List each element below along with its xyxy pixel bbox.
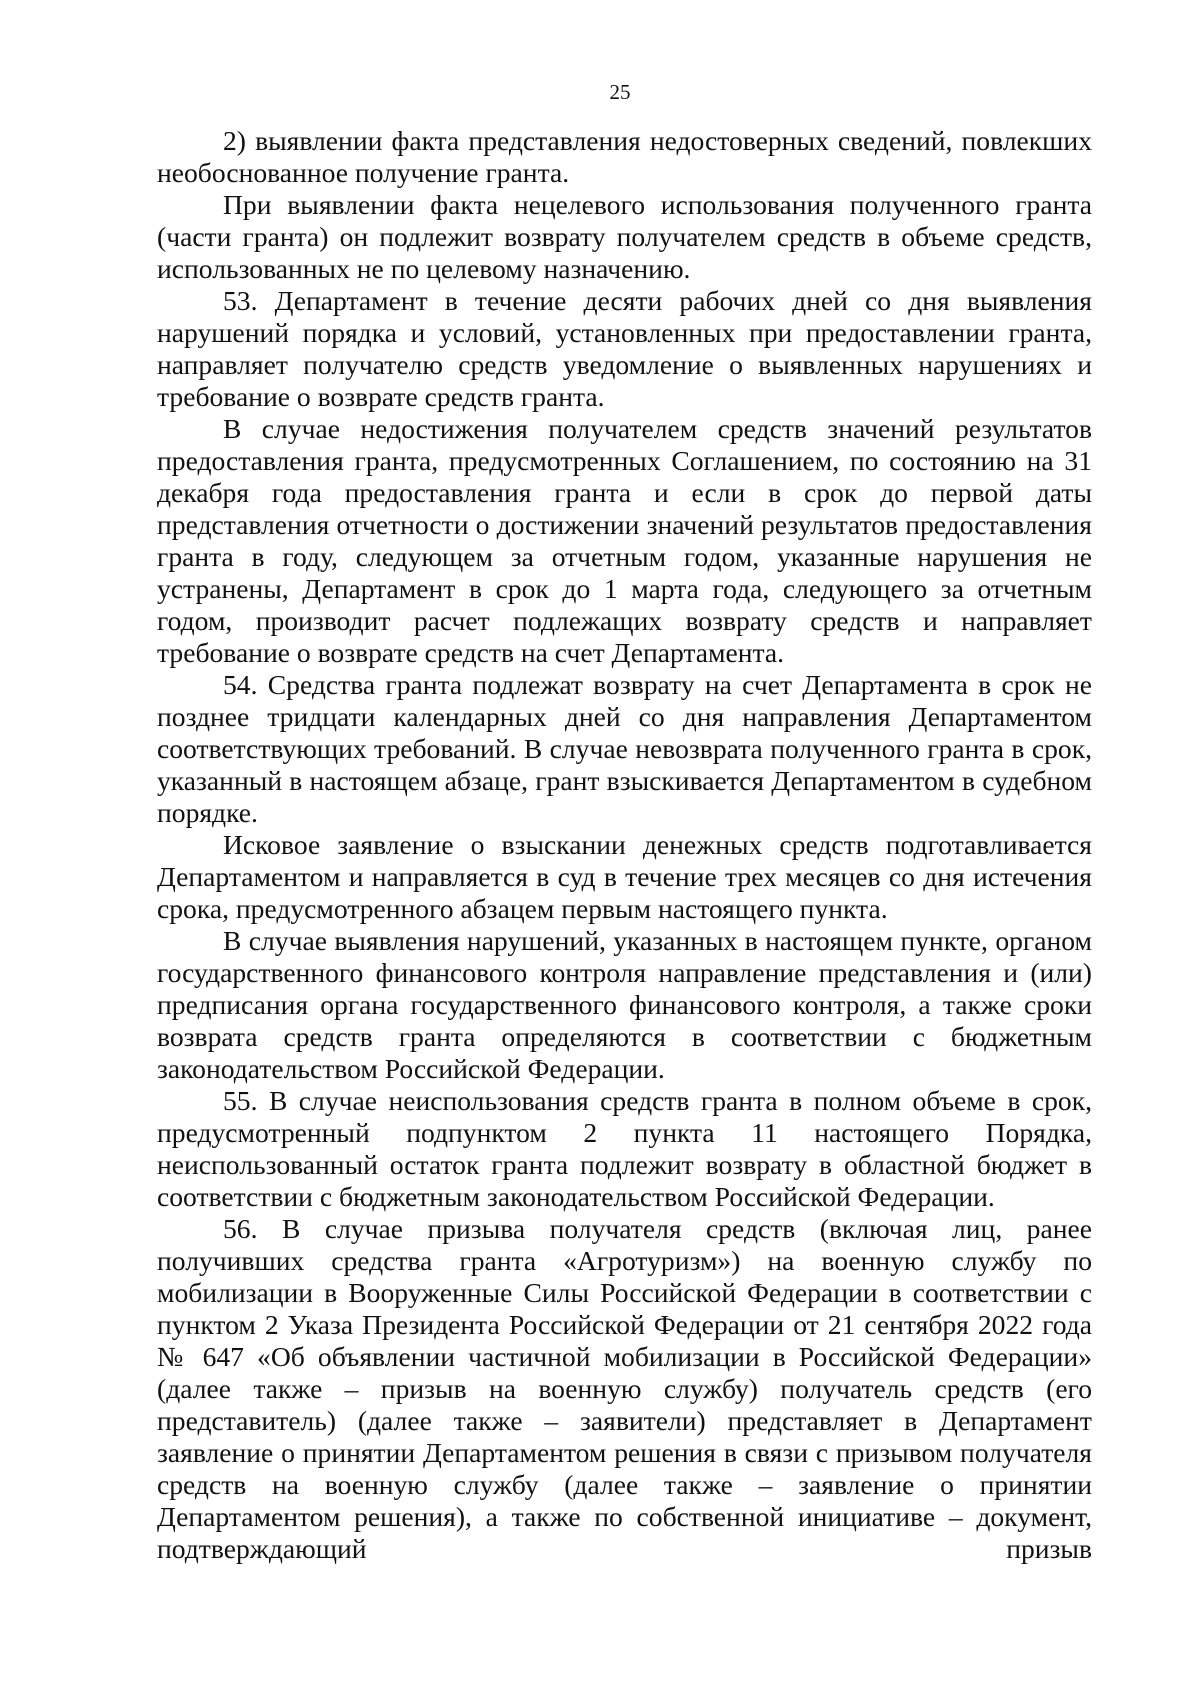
page-number: 25 bbox=[609, 80, 631, 104]
paragraph-2: При выявлении факта нецелевого использования полученного гранта (части гранта) он подлежит возврату получателем средств в объеме средств, использованных не по целевому назначению. bbox=[157, 189, 1092, 284]
paragraph-56: 56. В случае призыва получателя средств (включая лиц, ранее получивших средства гранта «Агротуризм») на военную службу по мобилизации в Вооруженные Силы Российской Федерации в соответствии с пунктом 2 Указа Президента Российской Федерации от 21 сентября 2022 года № 647 «Об объявлении частичной мобилизации в Российской Федерации» (далее также – призыв на военную службу) получатель средств (его представитель) (далее также – заявители) представляет в Департамент заявление о принятии Департаментом решения в связи с призывом получателя средств на военную службу (далее также – заявление о принятии Департаментом решения), а также по собственной инициативе – документ, подтверждающий призыв bbox=[157, 1213, 1092, 1564]
paragraph-53: 53. Департамент в течение десяти рабочих дней со дня выявления нарушений порядка и условий, установленных при предоставлении гранта, направляет получателю средств уведомление о выявленных нарушениях и требование о возврате средств гранта. bbox=[157, 285, 1092, 412]
paragraph-7: В случае выявления нарушений, указанных в настоящем пункте, органом государственного финансового контроля направление представления и (или) предписания органа государственного финансового контроля, а также сроки возврата средств гранта определяются в соответствии с бюджетным законодательством Российской Федерации. bbox=[157, 925, 1092, 1084]
paragraph-1: 2) выявлении факта представления недостоверных сведений, повлекших необоснованное получение гранта. bbox=[157, 125, 1092, 188]
document-body bbox=[157, 125, 1092, 1565]
paragraph-6: Исковое заявление о взыскании денежных средств подготавливается Департаментом и направляется в суд в течение трех месяцев со дня истечения срока, предусмотренного абзацем первым настоящего пункта. bbox=[157, 829, 1092, 924]
paragraph-54: 54. Средства гранта подлежат возврату на счет Департамента в срок не позднее тридцати календарных дней со дня направления Департаментом соответствующих требований. В случае невозврата полученного гранта в срок, указанный в настоящем абзаце, грант взыскивается Департаментом в судебном порядке. bbox=[157, 669, 1092, 828]
paragraph-4: В случае недостижения получателем средств значений результатов предоставления гранта, предусмотренных Соглашением, по состоянию на 31 декабря года предоставления гранта и если в срок до первой даты представления отчетности о достижении значений результатов предоставления гранта в году, следующем за отчетным годом, указанные нарушения не устранены, Департамент в срок до 1 марта года, следующего за отчетным годом, производит расчет подлежащих возврату средств и направляет требование о возврате средств на счет Департамента. bbox=[157, 413, 1092, 668]
paragraph-55: 55. В случае неиспользования средств гранта в полном объеме в срок, предусмотренный подпунктом 2 пункта 11 настоящего Порядка, неиспользованный остаток гранта подлежит возврату в областной бюджет в соответствии с бюджетным законодательством Российской Федерации. bbox=[157, 1085, 1092, 1212]
